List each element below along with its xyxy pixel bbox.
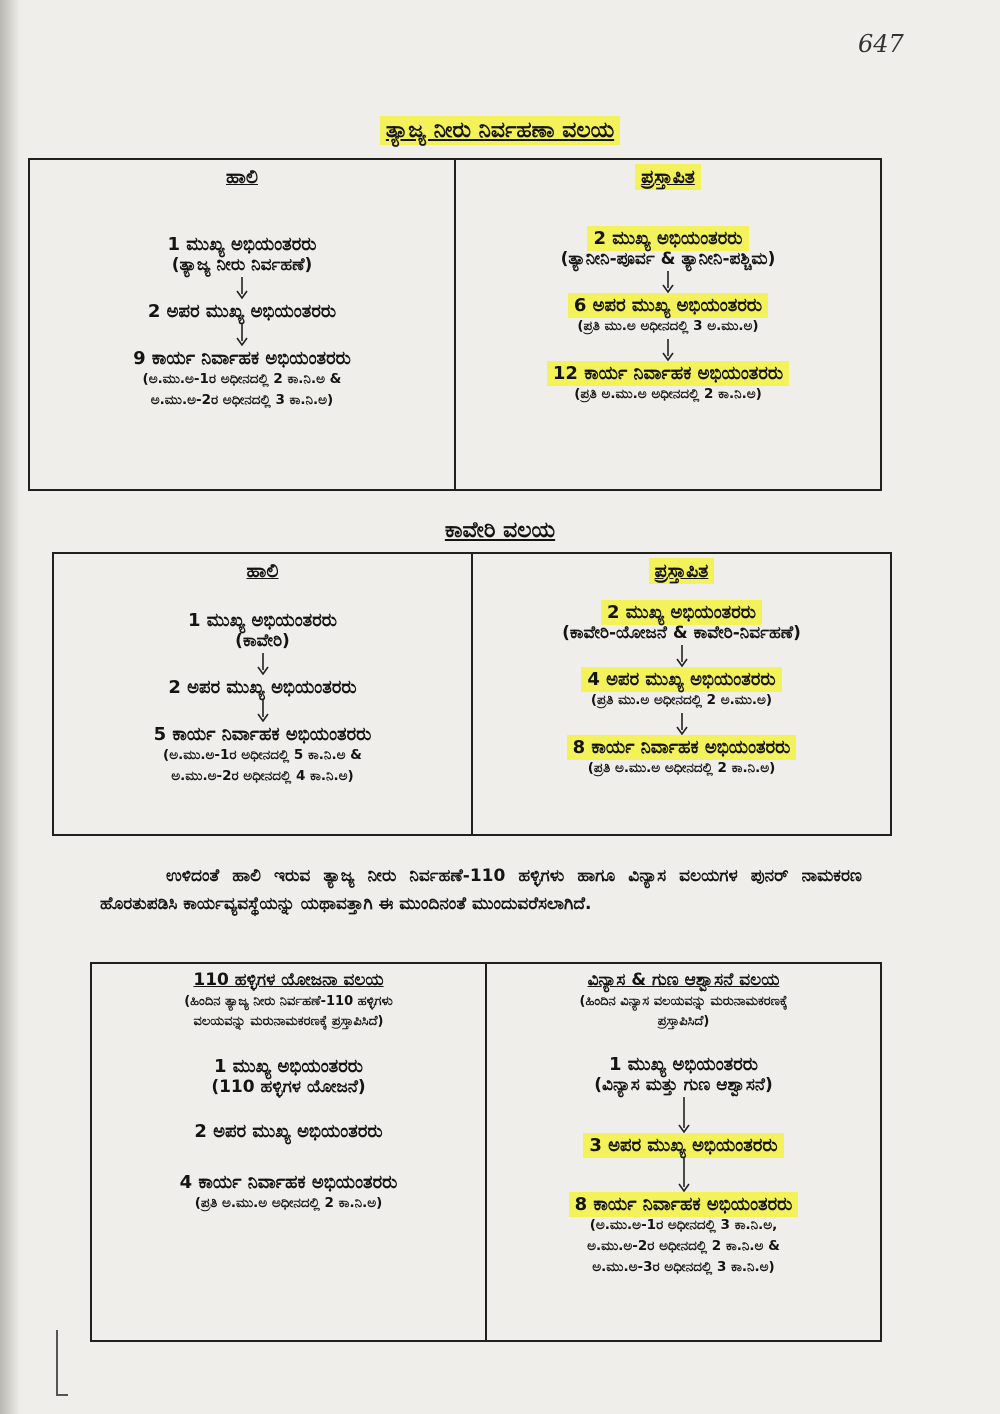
- column-heading-design-quality: ವಿನ್ಯಾಸ & ಗುಣ ಆಶ್ವಾಸನೆ ವಲಯ: [587, 970, 780, 990]
- down-arrow-icon: [235, 277, 249, 299]
- executive-engineer-note: ಅ.ಮು.ಅ-2ರ ಅಧೀನದಲ್ಲಿ 4 ಕಾ.ನಿ.ಅ): [171, 767, 354, 784]
- wastewater-proposed-column: [454, 160, 880, 489]
- executive-engineer-count: 9 ಕಾರ್ಯ ನಿರ್ವಾಹಕ ಅಭಿಯಂತರರು: [133, 348, 351, 369]
- section-title-wastewater: ತ್ಯಾಜ್ಯ ನೀರು ನಿರ್ವಹಣಾ ವಲಯ: [0, 118, 1000, 143]
- additional-chief-engineer-count: 3 ಅಪರ ಮುಖ್ಯ ಅಭಿಯಂತರರು: [583, 1135, 783, 1156]
- executive-engineer-note: (ಪ್ರತಿ ಅ.ಮು.ಅ ಅಧೀನದಲ್ಲಿ 2 ಕಾ.ನಿ.ಅ): [574, 385, 762, 402]
- page-edge-shadow: [0, 0, 20, 1414]
- executive-engineer-note: ಅ.ಮು.ಅ-3ರ ಅಧೀನದಲ್ಲಿ 3 ಕಾ.ನಿ.ಅ): [592, 1259, 775, 1276]
- down-arrow-icon: [256, 700, 270, 722]
- column-subheading: ವಲಯವನ್ನು ಮರುನಾಮಕರಣಕ್ಕೆ ಪ್ರಸ್ತಾಪಿಸಿದೆ): [193, 1014, 384, 1030]
- down-arrow-icon: [661, 271, 675, 293]
- margin-mark: [56, 1330, 68, 1396]
- other-zones-org-box: [90, 962, 882, 1342]
- down-arrow-icon: [661, 339, 675, 361]
- additional-chief-engineer-note: (ಪ್ರತಿ ಮು.ಅ ಅಧೀನದಲ್ಲಿ 3 ಅ.ಮು.ಅ): [577, 318, 759, 334]
- chief-engineer-designation: (ತ್ಯಾಜ್ಯ ನೀರು ನಿರ್ವಹಣೆ): [171, 255, 313, 275]
- down-arrow-icon: [677, 1097, 691, 1133]
- chief-engineer-count: 1 ಮುಖ್ಯ ಅಭಿಯಂತರರು: [167, 234, 317, 255]
- additional-chief-engineer-count: 4 ಅಪರ ಮುಖ್ಯ ಅಭಿಯಂತರರು: [581, 669, 781, 690]
- chief-engineer-designation: (ವಿನ್ಯಾಸ ಮತ್ತು ಗುಣ ಆಶ್ವಾಸನೆ): [594, 1075, 773, 1096]
- executive-engineer-note: ಅ.ಮು.ಅ-2ರ ಅಧೀನದಲ್ಲಿ 2 ಕಾ.ನಿ.ಅ &: [587, 1238, 780, 1255]
- column-subheading: (ಹಿಂದಿನ ವಿನ್ಯಾಸ ವಲಯವನ್ನು ಮರುನಾಮಕರಣಕ್ಕೆ: [579, 994, 788, 1009]
- down-arrow-icon: [677, 1158, 691, 1192]
- down-arrow-icon: [256, 653, 270, 675]
- page-number: 647: [858, 30, 904, 58]
- chief-engineer-designation: (ಕಾವೇರಿ-ಯೋಜನೆ & ಕಾವೇರಿ-ನಿರ್ವಹಣೆ): [562, 623, 801, 643]
- additional-chief-engineer-count: 6 ಅಪರ ಮುಖ್ಯ ಅಭಿಯಂತರರು: [568, 295, 768, 316]
- design-quality-column: [485, 964, 880, 1340]
- executive-engineer-note: (ಅ.ಮು.ಅ-1ರ ಅಧೀನದಲ್ಲಿ 3 ಕಾ.ನಿ.ಅ,: [589, 1217, 778, 1234]
- additional-chief-engineer-count: 2 ಅಪರ ಮುಖ್ಯ ಅಭಿಯಂತರರು: [168, 677, 357, 698]
- wastewater-org-box: [28, 158, 882, 491]
- down-arrow-icon: [675, 645, 689, 667]
- chief-engineer-designation: (ತ್ಯಾನೀನಿ-ಪೂರ್ವ & ತ್ಯಾನೀನಿ-ಪಶ್ಚಿಮ): [560, 249, 776, 269]
- chief-engineer-count: 2 ಮುಖ್ಯ ಅಭಿಯಂತರರು: [601, 602, 762, 623]
- chief-engineer-count: 1 ಮುಖ್ಯ ಅಭಿಯಂತರರು: [187, 610, 337, 631]
- cauvery-org-box: [52, 552, 892, 836]
- additional-chief-engineer-count: 2 ಅಪರ ಮುಖ್ಯ ಅಭಿಯಂತರರು: [194, 1121, 383, 1143]
- column-heading-proposed: ಪ್ರಸ್ತಾಪಿತ: [635, 166, 701, 188]
- chief-engineer-count: 1 ಮುಖ್ಯ ಅಭಿಯಂತರರು: [213, 1056, 363, 1078]
- column-heading-village-projects: 110 ಹಳ್ಳಿಗಳ ಯೋಜನಾ ವಲಯ: [193, 970, 384, 990]
- executive-engineer-note: (ಪ್ರತಿ ಅ.ಮು.ಅ ಅಧೀನದಲ್ಲಿ 2 ಕಾ.ನಿ.ಅ): [587, 759, 776, 776]
- executive-engineer-count: 12 ಕಾರ್ಯ ನಿರ್ವಾಹಕ ಅಭಿಯಂತರರು: [547, 363, 789, 384]
- column-heading-proposed: ಪ್ರಸ್ತಾಪಿತ: [649, 560, 715, 582]
- section-title-cauvery: ಕಾವೇರಿ ವಲಯ: [444, 518, 556, 543]
- executive-engineer-note: (ಅ.ಮು.ಅ-1ರ ಅಧೀನದಲ್ಲಿ 5 ಕಾ.ನಿ.ಅ &: [163, 747, 362, 763]
- executive-engineer-count: 5 ಕಾರ್ಯ ನಿರ್ವಾಹಕ ಅಭಿಯಂತರರು: [153, 724, 372, 745]
- chief-engineer-designation: (ಕಾವೇರಿ): [235, 631, 290, 651]
- cauvery-current-column: [54, 554, 471, 834]
- column-heading-current: ಹಾಲಿ: [246, 560, 279, 582]
- column-subheading: (ಹಿಂದಿನ ತ್ಯಾಜ್ಯ ನೀರು ನಿರ್ವಹಣೆ-110 ಹಳ್ಳಿಗಳು: [184, 994, 393, 1009]
- executive-engineer-count: 4 ಕಾರ್ಯ ನಿರ್ವಾಹಕ ಅಭಿಯಂತರರು: [179, 1172, 398, 1194]
- additional-chief-engineer-note: (ಪ್ರತಿ ಮು.ಅ ಅಧೀನದಲ್ಲಿ 2 ಅ.ಮು.ಅ): [590, 692, 773, 708]
- cauvery-proposed-column: [471, 554, 890, 834]
- body-paragraph: ಉಳಿದಂತೆ ಹಾಲಿ ಇರುವ ತ್ಯಾಜ್ಯ ನೀರು ನಿರ್ವಹಣೆ-110 ಹಳ್ಳಿಗಳು ಹಾಗೂ ವಿನ್ಯಾಸ ವಲಯಗಳ ಪುನರ್ ನಾಮಕರಣ ಹೊರತುಪಡಿಸಿ ಕಾರ್ಯವ್ಯವಸ್ಥೆಯನ್ನು ಯಥಾವತ್ತಾಗಿ ಈ ಮುಂದಿನಂತೆ ಮುಂದುವರೆಸಲಾಗಿದೆ.: [100, 866, 862, 914]
- executive-engineer-note: ಅ.ಮು.ಅ-2ರ ಅಧೀನದಲ್ಲಿ 3 ಕಾ.ನಿ.ಅ): [150, 391, 334, 408]
- additional-chief-engineer-count: 2 ಅಪರ ಮುಖ್ಯ ಅಭಿಯಂತರರು: [147, 301, 337, 322]
- executive-engineer-count: 8 ಕಾರ್ಯ ನಿರ್ವಾಹಕ ಅಭಿಯಂತರರು: [567, 737, 797, 758]
- chief-engineer-count: 1 ಮುಖ್ಯ ಅಭಿಯಂತರರು: [608, 1054, 758, 1076]
- chief-engineer-designation: (110 ಹಳ್ಳಿಗಳ ಯೋಜನೆ): [211, 1077, 366, 1098]
- chief-engineer-count: 2 ಮುಖ್ಯ ಅಭಿಯಂತರರು: [587, 228, 748, 249]
- down-arrow-icon: [235, 324, 249, 346]
- column-heading-current: ಹಾಲಿ: [226, 166, 258, 188]
- executive-engineer-note: (ಅ.ಮು.ಅ-1ರ ಅಧೀನದಲ್ಲಿ 2 ಕಾ.ನಿ.ಅ &: [142, 371, 342, 387]
- wastewater-current-column: [30, 160, 454, 489]
- column-subheading: ಪ್ರಸ್ತಾಪಿಸಿದೆ): [657, 1014, 710, 1030]
- executive-engineer-count: 8 ಕಾರ್ಯ ನಿರ್ವಾಹಕ ಅಭಿಯಂತರರು: [569, 1194, 799, 1215]
- executive-engineer-note: (ಪ್ರತಿ ಅ.ಮು.ಅ ಅಧೀನದಲ್ಲಿ 2 ಕಾ.ನಿ.ಅ): [194, 1195, 383, 1212]
- village-projects-column: [92, 964, 485, 1340]
- down-arrow-icon: [675, 713, 689, 735]
